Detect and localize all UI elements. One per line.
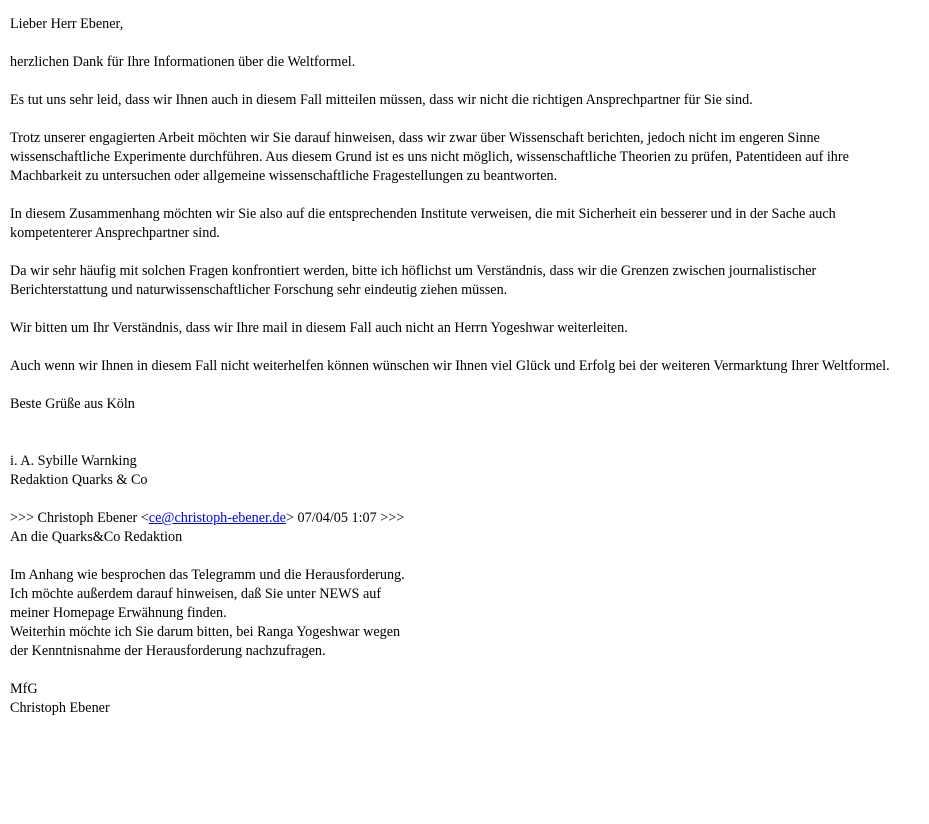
signature-block xyxy=(10,452,910,490)
paragraph-explanation: Trotz unserer engagierten Arbeit möchten wir Sie darauf hinweisen, dass wir zwar über Wissenschaft berichten, jedoch nicht im engeren Sinne wissenschaftliche Experimente durchführen. Aus diesem Grund ist es uns nicht möglich, wissenschaftliche Theorien zu prüfen, Patentideen auf ihre Machbarkeit zu untersuchen oder allgemeine wissenschaftliche Fragestellungen zu beantworten. xyxy=(10,130,849,184)
quoted-body-line: Ich möchte außerdem darauf hinweisen, daß Sie unter NEWS auf xyxy=(10,586,382,602)
spacer xyxy=(10,547,910,566)
paragraph-boundaries: Da wir sehr häufig mit solchen Fragen konfrontiert werden, bitte ich höflichst um Verständnis, dass wir die Grenzen zwischen journalistischer Berichterstattung und naturwissenschaftlicher Forschung sehr eindeutig ziehen müssen. xyxy=(10,263,817,298)
paragraph-good-luck: Auch wenn wir Ihnen in diesem Fall nicht weiterhelfen können wünschen wir Ihnen viel Glück und Erfolg bei der weiteren Vermarktung Ihrer Weltformel. xyxy=(10,358,890,374)
closing: Beste Grüße aus Köln xyxy=(10,396,135,412)
signature-name: i. A. Sybille Warnking xyxy=(10,453,137,469)
spacer xyxy=(10,490,910,509)
quoted-header xyxy=(10,509,910,528)
paragraph-institutes: In diesem Zusammenhang möchten wir Sie also auf die entsprechenden Institute verweisen, die mit Sicherheit ein besserer und in der Sache auch kompetenterer Ansprechpartner sind. xyxy=(10,206,836,241)
sender-email-link[interactable]: ce@christoph-ebener.de xyxy=(148,510,286,526)
salutation: Lieber Herr Ebener, xyxy=(10,16,124,32)
email-body xyxy=(10,15,910,718)
spacer xyxy=(10,661,910,680)
quoted-header-suffix: > 07/04/05 1:07 >>> xyxy=(285,510,405,526)
quoted-message xyxy=(10,509,910,718)
quoted-body-line: Im Anhang wie besprochen das Telegramm und die Herausforderung. xyxy=(10,567,405,583)
quoted-header-prefix: >>> Christoph Ebener < xyxy=(10,510,149,526)
quoted-body-line: der Kenntnisnahme der Herausforderung nachzufragen. xyxy=(10,643,326,659)
paragraph-thanks: herzlichen Dank für Ihre Informationen über die Weltformel. xyxy=(10,54,356,70)
quoted-sender-name: Christoph Ebener xyxy=(10,700,110,716)
quoted-recipient: An die Quarks&Co Redaktion xyxy=(10,529,183,545)
quoted-body-line: meiner Homepage Erwähnung finden. xyxy=(10,605,227,621)
quoted-sign-off: MfG xyxy=(10,681,38,697)
quoted-body-line: Weiterhin möchte ich Sie darum bitten, bei Ranga Yogeshwar wegen xyxy=(10,624,401,640)
spacer xyxy=(10,433,910,452)
paragraph-apology: Es tut uns sehr leid, dass wir Ihnen auch in diesem Fall mitteilen müssen, dass wir nicht die richtigen Ansprechpartner für Sie sind. xyxy=(10,92,753,108)
signature-org: Redaktion Quarks & Co xyxy=(10,472,148,488)
paragraph-no-forwarding: Wir bitten um Ihr Verständnis, dass wir Ihre mail in diesem Fall auch nicht an Herrn Yogeshwar weiterleiten. xyxy=(10,320,628,336)
